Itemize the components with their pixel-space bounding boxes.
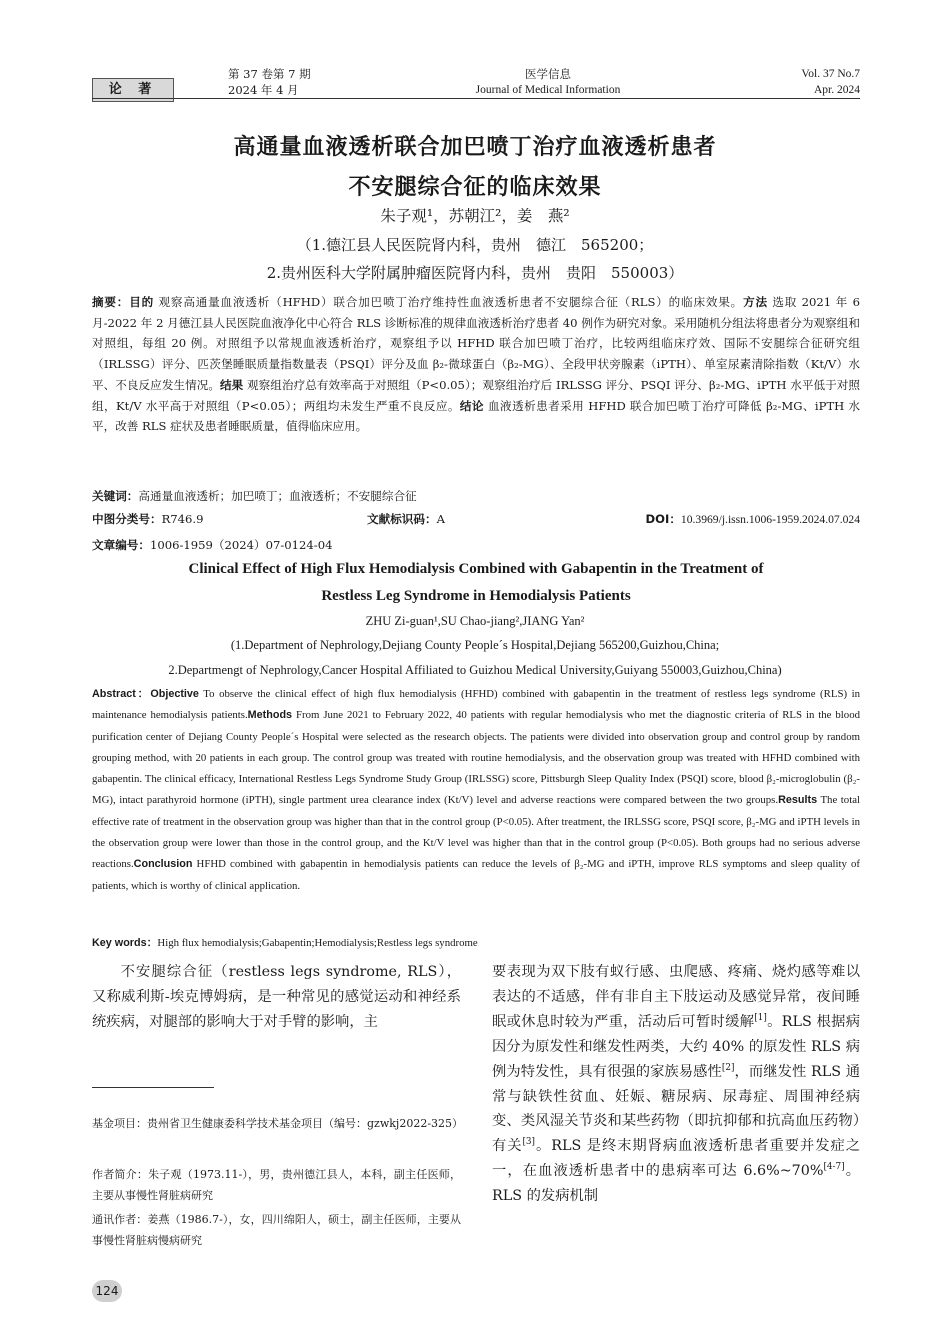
header-vol-cn: 第 37 卷第 7 期 bbox=[228, 67, 311, 81]
keywords-en-text: High flux hemodialysis;Gabapentin;Hemodialysis;Restless legs syndrome bbox=[157, 937, 478, 949]
conclusion-en-text: HFHD combined with gabapentin in hemodialysis patients can reduce the levels of β₂-MG and iPTH, improve RLS symptoms and sleep quality of patients, which is worthy of clinical application. bbox=[92, 858, 860, 892]
title-en-line2: Restless Leg Syndrome in Hemodialysis Patients bbox=[321, 588, 631, 604]
conclusion-cn-label: 结论 bbox=[459, 398, 484, 413]
affiliation-en-1: (1.Department of Nephrology,Dejiang County People´s Hospital,Dejiang 565200,Guizhou,China; bbox=[230, 638, 720, 652]
citation-ref-2[interactable]: [2] bbox=[721, 1062, 735, 1073]
doc-code-value: A bbox=[436, 512, 445, 526]
methods-en-label: Methods bbox=[247, 709, 293, 722]
authors-cn: 朱子观¹，苏朝江²，姜 燕² bbox=[380, 207, 570, 225]
results-en-label: Results bbox=[778, 794, 818, 807]
objective-cn-text: 观察高通量血液透析（HFHD）联合加巴喷丁治疗维持性血液透析患者不安腿综合征（RLS）的临床效果。 bbox=[158, 295, 744, 309]
body-right-text-3: ，而继发性 RLS 通常与缺铁性贫血、妊娠、糖尿病、尿毒症、周围神经病变、类风湿关节炎和某些药物（即抗抑郁和抗高血压药物）有关 bbox=[492, 1063, 860, 1155]
methods-cn-text: 选取 2021 年 6 月-2022 年 2 月德江县人民医院血液净化中心符合 RLS 诊断标准的规律血液透析治疗患者 40 例作为研究对象。采用随机分组法将患者分为观察组和对照组，每组 20 例。对照组予以常规血液透析治疗，观察组予以 HFHD 联合加巴喷丁治疗，比较两组临床疗效、国际不安腿综合征研究组（IRLSSG）评分、匹茨堡睡眠质量指数量表（PSQI）评分及血 β₂-微球蛋白（β₂-MG）、全段甲状旁腺素（iPTH）、单室尿素清除指数（Kt/V）水平、不良反应发生情况。 bbox=[92, 295, 860, 392]
doc-code-label: 文献标识码： bbox=[367, 512, 437, 526]
body-right-text-4: 。RLS 是终末期肾病血液透析患者重要并发症之一，在血液透析患者中的患病率可达 6.6%~70% bbox=[492, 1138, 860, 1180]
section-badge: 论 著 bbox=[92, 78, 174, 102]
body-right-column bbox=[492, 960, 860, 1209]
citation-ref-3[interactable]: [3] bbox=[522, 1137, 536, 1148]
authors-en: ZHU Zi-guan¹,SU Chao-jiang²,JIANG Yan² bbox=[365, 614, 585, 628]
results-cn-text: 观察组治疗总有效率高于对照组（P<0.05）；观察组治疗后 IRLSSG 评分、PSQI 评分、β₂-MG、iPTH 水平低于对照组，Kt/V 水平高于对照组（P<0.05）；两组均未发生严重不良反应。 bbox=[92, 377, 860, 413]
methods-en-text: From June 2021 to February 2022, 40 patients with regular hemodialysis who met the diagnostic criteria of RLS in the blood purification center of Dejiang County People´s Hospital were selected as the research objects. The patients were divided into observation group and control group by random grouping method, with 20 patients in each group. The control group was treated with routine hemodialysis, and the observation group was treated with HFHD combined with gabapentin. The clinical efficacy, International Restless Legs Syndrome Study Group (IRLSSG) score, Pittsburgh Sleep Quality Index (PSQI) score, blood β₂-microglobulin (β₂-MG), intact parathyroid hormone (iPTH), single partment urea clearance index (Kt/V) level and adverse reactions were compared between the two groups. bbox=[92, 709, 860, 807]
objective-en-text: To observe the clinical effect of high flux hemodialysis (HFHD) combined with gabapentin in the treatment of restless legs syndrome (RLS) in maintenance hemodialysis patients. bbox=[92, 688, 860, 722]
conclusion-cn-text: 血液透析患者采用 HFHD 联合加巴喷丁治疗可降低 β₂-MG、iPTH 水平，改善 RLS 症状及患者睡眠质量，值得临床应用。 bbox=[92, 398, 860, 434]
results-cn-label: 结果 bbox=[220, 377, 244, 392]
header-date-en: Apr. 2024 bbox=[814, 84, 860, 96]
header-date-cn: 2024 年 4 月 bbox=[228, 83, 299, 97]
footnote-funding: 基金项目：贵州省卫生健康委科学技术基金项目（编号：gzwkj2022-325） bbox=[92, 1117, 464, 1130]
conclusion-en-label: Conclusion bbox=[133, 858, 193, 871]
objective-cn-label: 目的 bbox=[129, 295, 155, 309]
objective-en-label: Objective bbox=[150, 688, 199, 700]
keywords-cn-text: 高通量血液透析；加巴喷丁；血液透析；不安腿综合征 bbox=[138, 489, 417, 503]
doi-value: 10.3969/j.issn.1006-1959.2024.07.024 bbox=[680, 513, 860, 526]
affiliation-en-2: 2.Departmengt of Nephrology,Cancer Hospital Affiliated to Guizhou Medical University,Guiyang 550003,Guizhou,China) bbox=[168, 663, 782, 677]
title-cn-line2: 不安腿综合征的临床效果 bbox=[348, 175, 602, 200]
header-vol-en: Vol. 37 No.7 bbox=[801, 68, 860, 80]
clc-value: R746.9 bbox=[161, 512, 204, 526]
header-journal-cn: 医学信息 bbox=[525, 67, 571, 81]
body-right-text-5: 。RLS 的发病机制 bbox=[492, 1163, 861, 1205]
keywords-cn-label: 关键词： bbox=[92, 489, 139, 503]
methods-cn-label: 方法 bbox=[743, 295, 768, 309]
footnote-author: 作者简介：朱子观（1973.11-），男，贵州德江县人，本科，副主任医师，主要从事慢性肾脏病研究 bbox=[92, 1168, 461, 1202]
citation-ref-4[interactable]: [4-7] bbox=[823, 1162, 845, 1173]
article-number-label: 文章编号： bbox=[92, 538, 150, 552]
keywords-en-label: Key words： bbox=[92, 937, 158, 949]
affiliation-cn-2: 2.贵州医科大学附属肿瘤医院肾内科，贵州 贵阳 550003） bbox=[266, 264, 684, 282]
clc-label: 中图分类号： bbox=[92, 512, 162, 526]
header-journal-en: Journal of Medical Information bbox=[475, 84, 621, 96]
results-en-text: The total effective rate of treatment in the observation group was higher than that in the control group (P<0.05). After treatment, the IRLSSG score, PSQI score, β₂-MG and iPTH levels in the observation group were lower than those in the control group, and the Kt/V level was higher than that in the control group (P<0.05). Both groups had no serious adverse reactions. bbox=[92, 794, 860, 871]
footnote-corresponding: 通讯作者：姜燕（1986.7-），女，四川绵阳人，硕士，副主任医师，主要从事慢性肾脏病慢病研究 bbox=[92, 1213, 461, 1247]
doi-label: DOI： bbox=[645, 512, 681, 526]
title-cn-line1: 高通量血液透析联合加巴喷丁治疗血液透析患者 bbox=[233, 135, 717, 160]
body-right-text-1: 要表现为双下肢有蚁行感、虫爬感、疼痛、烧灼感等难以表达的不适感，伴有非自主下肢运动及感觉异常，夜间睡眠或休息时较为严重，活动后可暂时缓解 bbox=[492, 964, 860, 1030]
affiliation-cn-1: （1.德江县人民医院肾内科，贵州 德江 565200； bbox=[296, 236, 654, 254]
citation-ref-1[interactable]: [1] bbox=[754, 1013, 767, 1024]
page-number: 124 bbox=[92, 1280, 122, 1302]
article-number-value: 1006-1959（2024）07-0124-04 bbox=[149, 538, 333, 552]
body-right-text-2: 。RLS 根据病因分为原发性和继发性两类，大约 40% 的原发性 RLS 病例为特发性，具有很强的家族易感性 bbox=[492, 1013, 860, 1080]
abstract-cn-label: 摘要： bbox=[92, 295, 130, 309]
title-en-line1: Clinical Effect of High Flux Hemodialysis Combined with Gabapentin in the Treatment of bbox=[188, 561, 764, 577]
body-left-column: 不安腿综合征（restless legs syndrome, RLS），又称威利斯-埃克博姆病，是一种常见的感觉运动和神经系统疾病，对腿部的影响大于对手臂的影响，主 bbox=[92, 964, 461, 1030]
footnote-rule bbox=[92, 1087, 214, 1088]
abstract-en-label: Abstract： bbox=[92, 688, 151, 700]
